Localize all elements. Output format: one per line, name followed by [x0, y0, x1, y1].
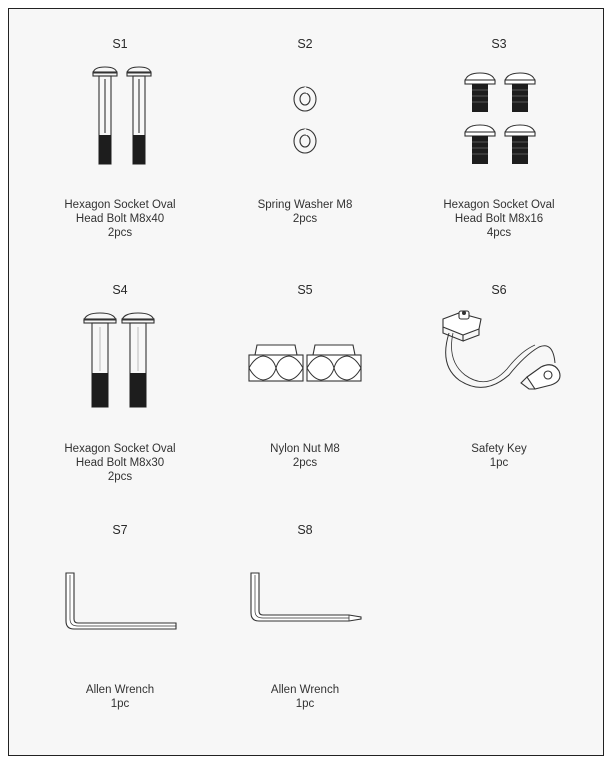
part-quantity: 1pc	[489, 457, 509, 469]
part-quantity: 1pc	[110, 698, 130, 710]
spring-washer-icon	[220, 85, 390, 157]
part-size: Head Bolt M8x40	[75, 213, 165, 225]
part-size: Head Bolt M8x16	[454, 213, 544, 225]
part-name: Allen Wrench	[85, 684, 155, 696]
part-code: S7	[112, 523, 128, 537]
part-name: Safety Key	[471, 443, 527, 455]
nylon-nut-icon	[220, 341, 390, 383]
part-quantity: 2pcs	[107, 471, 133, 483]
allen-wrench-icon	[35, 571, 205, 633]
part-quantity: 2pcs	[292, 213, 318, 225]
part-code: S6	[491, 283, 507, 297]
part-size: Head Bolt M8x30	[75, 457, 165, 469]
part-code: S1	[112, 37, 128, 51]
part-name: Hexagon Socket Oval	[64, 199, 176, 211]
part-name: Spring Washer M8	[257, 199, 353, 211]
part-code: S4	[112, 283, 128, 297]
oval-head-bolt-short-icon	[414, 73, 584, 169]
part-quantity: 2pcs	[292, 457, 318, 469]
part-code: S8	[297, 523, 313, 537]
oval-head-bolt-long-icon	[35, 67, 205, 167]
part-code: S5	[297, 283, 313, 297]
part-code: S2	[297, 37, 313, 51]
safety-key-icon	[414, 305, 584, 405]
part-quantity: 1pc	[295, 698, 315, 710]
part-quantity: 2pcs	[107, 227, 133, 239]
oval-head-bolt-medium-icon	[35, 313, 205, 409]
part-quantity: 4pcs	[486, 227, 512, 239]
part-name: Hexagon Socket Oval	[443, 199, 555, 211]
part-name: Hexagon Socket Oval	[64, 443, 176, 455]
allen-wrench-ball-icon	[220, 571, 390, 633]
parts-list-frame	[8, 8, 604, 756]
part-name: Nylon Nut M8	[270, 443, 340, 455]
part-name: Allen Wrench	[270, 684, 340, 696]
part-code: S3	[491, 37, 507, 51]
